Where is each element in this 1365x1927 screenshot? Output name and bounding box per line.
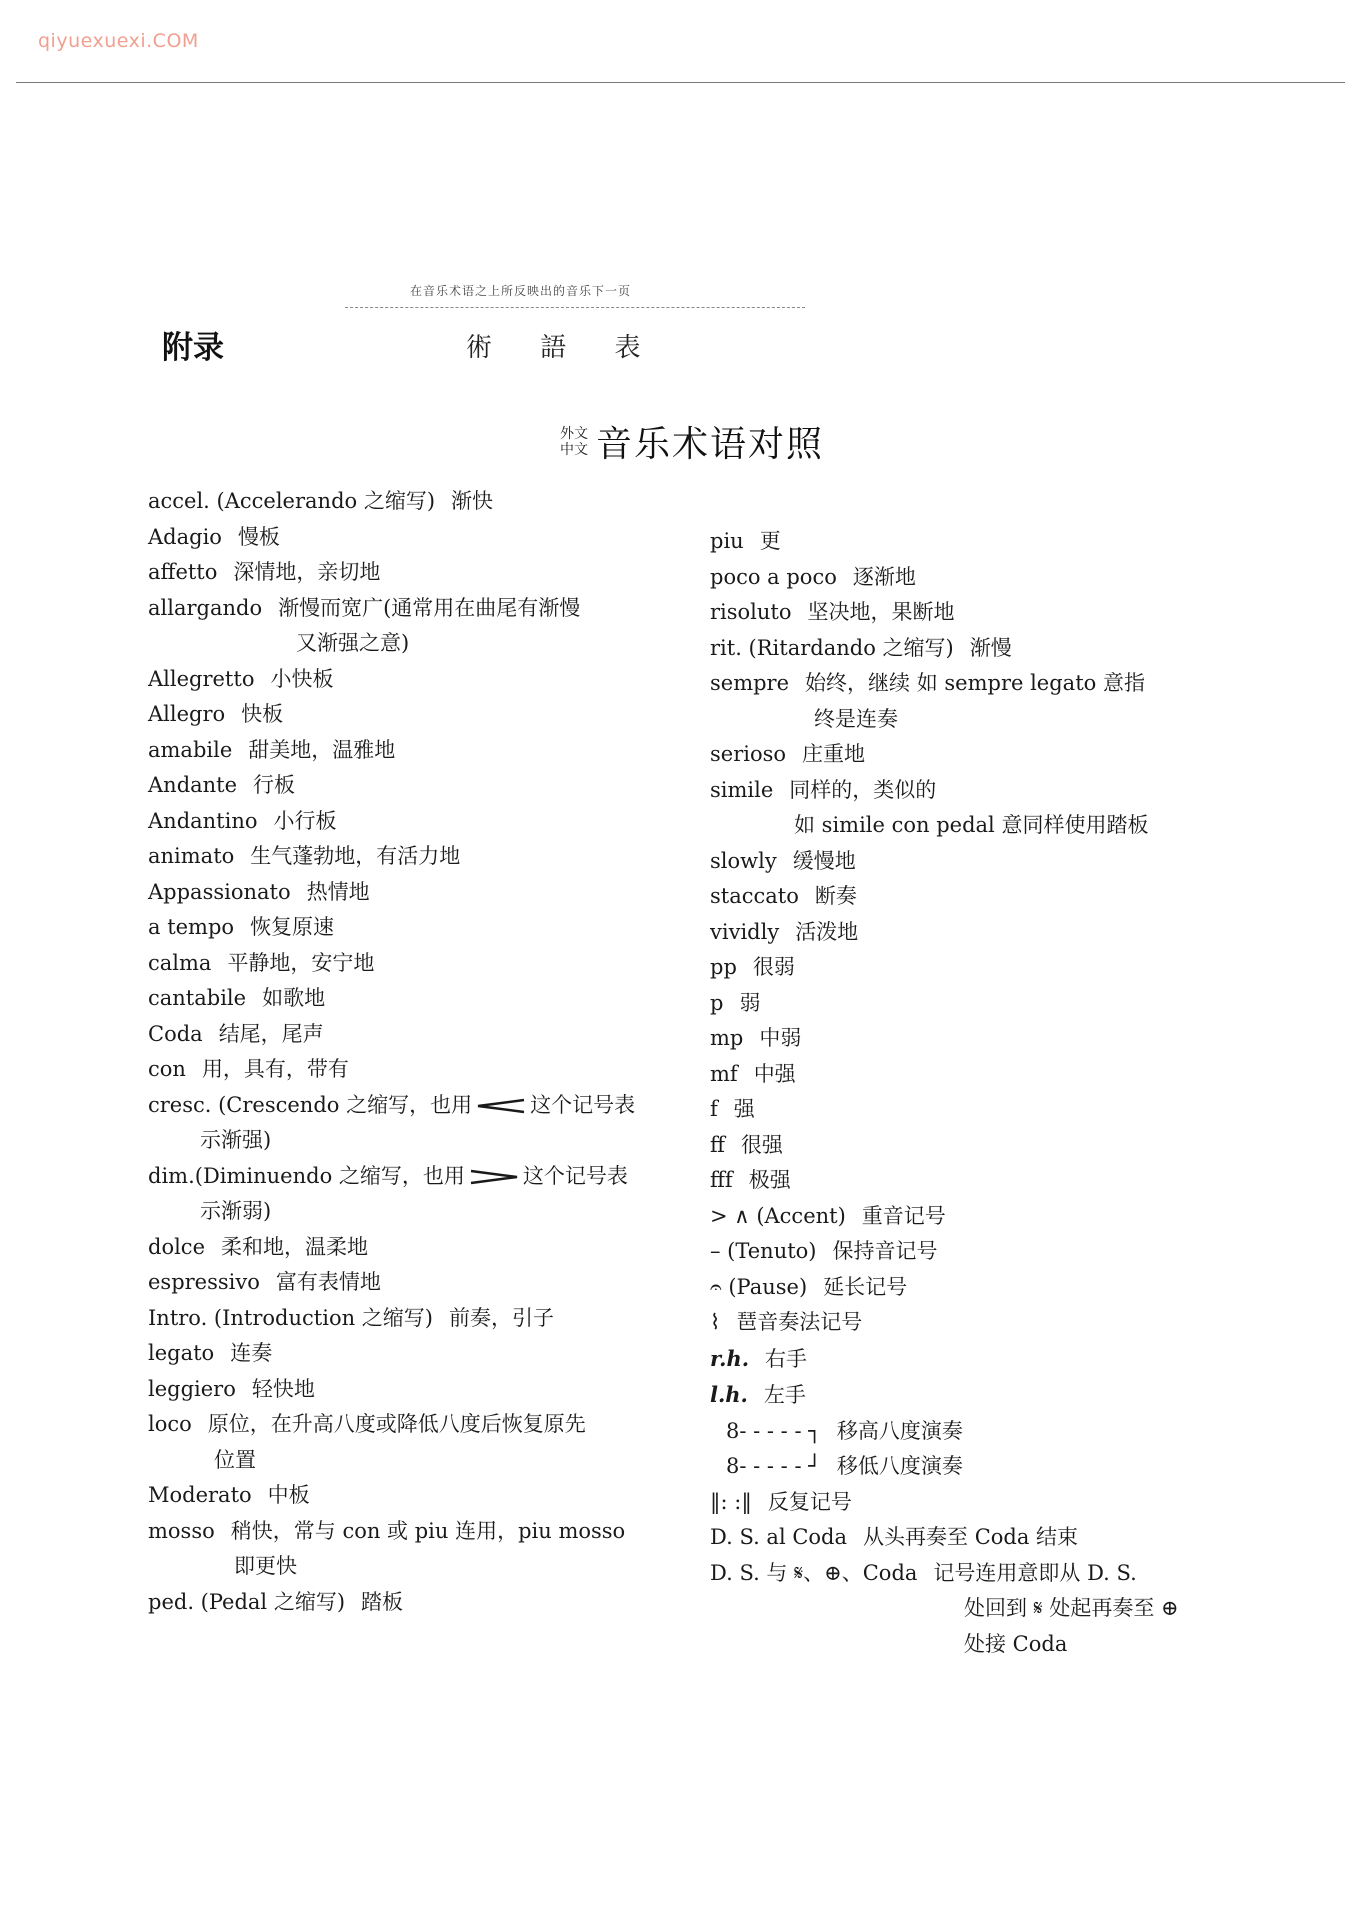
term-foreign: piu [710, 529, 744, 553]
term-foreign: ‖: :‖ [710, 1489, 752, 1514]
term-definition: 中强 [753, 1061, 796, 1086]
term-foreign: serioso [710, 742, 787, 766]
term-entry [710, 1270, 1230, 1306]
term-entry [710, 560, 1230, 596]
term-entry [148, 1265, 688, 1301]
term-foreign: poco a poco [710, 564, 837, 589]
term-definition: 活泼地 [795, 919, 859, 944]
term-foreign: – (Tenuto) [710, 1239, 817, 1263]
term-foreign: cresc. (Crescendo 之缩写，也用 [148, 1092, 473, 1117]
term-foreign: dolce [148, 1234, 205, 1259]
term-foreign: Andante [148, 773, 238, 797]
term-foreign: > ∧ (Accent) [710, 1203, 846, 1228]
term-entry [148, 1052, 688, 1088]
term-foreign: calma [148, 950, 212, 975]
term-entry [710, 1057, 1230, 1093]
term-entry [148, 1017, 688, 1053]
term-definition: 左手 [763, 1383, 806, 1407]
term-foreign: slowly [710, 848, 777, 873]
term-definition: 热情地 [306, 879, 370, 904]
term-foreign: legato [148, 1341, 215, 1365]
term-entry [710, 1341, 1230, 1378]
title-prefix-bottom: 中文 [560, 441, 588, 458]
crescendo-hairpin-icon [476, 1098, 526, 1114]
term-entry [148, 1159, 688, 1230]
term-entry [148, 804, 688, 840]
term-definition-continued: 位置 [214, 1447, 256, 1472]
term-foreign: Andantino [148, 808, 258, 833]
term-entry [148, 733, 688, 769]
term-entry [148, 981, 688, 1017]
term-entry [710, 631, 1230, 667]
title-prefix-top: 外文 [560, 425, 588, 442]
term-foreign: rit. (Ritardando 之缩写) [710, 635, 954, 660]
term-definition: 渐慢而宽广(通常用在曲尾有渐慢 [278, 595, 581, 620]
term-entry [710, 986, 1230, 1022]
term-entry [710, 524, 1230, 560]
term-foreign: leggiero [148, 1376, 236, 1401]
term-definition: 断奏 [814, 884, 857, 908]
term-entry [710, 950, 1230, 986]
term-definition: 行板 [253, 773, 296, 797]
term-entry [710, 1520, 1230, 1556]
term-definition: 恢复原速 [250, 915, 335, 939]
title-main: 音乐术语对照 [596, 424, 825, 465]
watermark: qiyuexuexi.COM [38, 30, 199, 52]
term-foreign: 8- - - - - ┐ [726, 1418, 821, 1443]
term-entry [148, 1088, 688, 1159]
term-definition: 同样的，类似的 [789, 777, 937, 802]
term-entry [148, 946, 688, 982]
term-foreign: Allegretto [148, 666, 255, 691]
term-entry [148, 875, 688, 911]
appendix-subtitle: 術 語 表 [466, 333, 643, 363]
term-foreign: r.h. [710, 1345, 750, 1371]
term-foreign: Allegro [148, 702, 226, 726]
term-foreign: espressivo [148, 1270, 260, 1294]
header-divider [345, 307, 805, 308]
term-entry [710, 1128, 1230, 1164]
term-foreign: fff [710, 1168, 733, 1192]
left-term-list [148, 484, 688, 1620]
term-foreign: a tempo [148, 915, 235, 939]
term-definition: 柔和地，温柔地 [221, 1234, 368, 1259]
term-entry [148, 697, 688, 733]
term-definition: 琶音奏法记号 [736, 1310, 863, 1334]
term-entry [710, 1092, 1230, 1128]
term-entry [710, 1199, 1230, 1235]
term-entry [710, 1021, 1230, 1057]
term-definition: 更 [759, 529, 781, 553]
term-foreign: Coda [148, 1021, 203, 1046]
term-definition: 极强 [748, 1168, 791, 1192]
term-definition: 中板 [267, 1483, 310, 1507]
term-definition: 弱 [739, 990, 761, 1015]
term-entry [148, 1514, 688, 1585]
term-foreign: 𝄐 (Pause) [710, 1274, 808, 1299]
term-entry [148, 591, 688, 662]
term-foreign: vividly [710, 919, 780, 944]
term-definition: 连奏 [230, 1341, 273, 1365]
title-prefix [560, 426, 588, 458]
term-definition: 重音记号 [861, 1203, 946, 1228]
term-definition: 缓慢地 [792, 848, 856, 873]
term-definition: 原位，在升高八度或降低八度后恢复原先 [207, 1412, 586, 1436]
term-foreign: D. S. al Coda [710, 1525, 848, 1549]
term-entry [710, 737, 1230, 773]
term-definition: 踏板 [361, 1589, 404, 1614]
term-foreign: D. S. 与 𝄋、⊕、Coda [710, 1560, 918, 1585]
term-definition: 渐慢 [969, 635, 1012, 660]
term-foreign: pp [710, 955, 737, 979]
term-definition: 中弱 [759, 1026, 802, 1050]
term-entry [148, 1407, 688, 1478]
term-entry [148, 555, 688, 591]
term-definition: 渐快 [451, 489, 494, 513]
term-definition: 始终，继续 如 sempre legato 意指 [805, 671, 1145, 695]
term-entry [148, 1372, 688, 1408]
term-entry [710, 1234, 1230, 1270]
term-entry [710, 879, 1230, 915]
term-entry [710, 1377, 1230, 1414]
term-foreign: amabile [148, 737, 233, 762]
term-foreign: staccato [710, 884, 799, 908]
term-definition: 强 [733, 1097, 755, 1121]
right-term-list [710, 524, 1230, 1662]
term-definition: 庄重地 [802, 742, 866, 766]
term-entry [710, 595, 1230, 631]
term-foreign: Moderato [148, 1483, 252, 1507]
term-definition: 结尾，尾声 [218, 1021, 324, 1046]
term-entry [148, 1230, 688, 1266]
term-entry [710, 844, 1230, 880]
term-definition: 慢板 [237, 524, 280, 549]
term-definition: 小快板 [270, 666, 334, 691]
term-definition: 生气蓬勃地，有活力地 [250, 844, 461, 868]
term-foreign: cantabile [148, 986, 247, 1010]
term-entry [148, 1301, 688, 1337]
term-entry [710, 1414, 1230, 1450]
term-definition-continued: 终是连奏 [814, 706, 898, 731]
term-entry [710, 915, 1230, 951]
term-entry [710, 773, 1230, 844]
term-foreign: mp [710, 1026, 744, 1050]
term-entry [710, 1485, 1230, 1521]
page-title [560, 416, 824, 467]
term-entry [710, 666, 1230, 737]
term-foreign: dim.(Diminuendo 之缩写，也用 [148, 1163, 465, 1188]
term-definition: 保持音记号 [832, 1239, 938, 1263]
term-foreign: Intro. (Introduction 之缩写) [148, 1305, 433, 1330]
term-foreign: simile [710, 777, 774, 802]
term-entry [148, 910, 688, 946]
term-entry [710, 1556, 1230, 1663]
term-definition: 很强 [740, 1132, 783, 1157]
term-entry [148, 662, 688, 698]
term-foreign: Adagio [148, 524, 222, 549]
term-entry [710, 1449, 1230, 1485]
term-entry [710, 1305, 1230, 1341]
term-definition: 稍快，常与 con 或 piu 连用，piu mosso [230, 1518, 626, 1543]
term-foreign: f [710, 1097, 718, 1121]
term-foreign: accel. (Accelerando 之缩写) [148, 489, 436, 513]
term-definition: 反复记号 [767, 1489, 852, 1514]
term-definition: 这个记号表 [530, 1092, 636, 1117]
term-entry [148, 1478, 688, 1514]
term-foreign: ⌇ [710, 1310, 721, 1334]
term-definition-continued: 又渐强之意) [296, 631, 410, 655]
term-definition: 小行板 [273, 808, 337, 833]
page-running-header: 在音乐术语之上所反映出的音乐下一页 [410, 284, 632, 298]
term-definition: 甜美地，温雅地 [248, 737, 396, 762]
term-entry [148, 1336, 688, 1372]
term-definition: 记号连用意即从 D. S. [933, 1560, 1137, 1585]
term-definition: 坚决地，果断地 [807, 600, 955, 624]
term-foreign: animato [148, 844, 235, 868]
term-definition: 快板 [241, 702, 284, 726]
term-definition: 延长记号 [823, 1274, 908, 1299]
term-definition-continued: 处回到 𝄋 处起再奏至 ⊕ [964, 1596, 1179, 1620]
term-definition-continued: 如 simile con pedal 意同样使用踏板 [794, 813, 1149, 837]
term-definition-continued: 即更快 [234, 1554, 297, 1578]
term-foreign: l.h. [710, 1382, 748, 1407]
term-definition: 深情地，亲切地 [233, 560, 381, 584]
term-definition: 移低八度演奏 [836, 1454, 963, 1478]
term-definition: 平静地，安宁地 [227, 950, 375, 975]
top-divider [16, 82, 1345, 83]
term-foreign: sempre [710, 671, 790, 695]
term-entry [148, 839, 688, 875]
term-foreign: ff [710, 1132, 725, 1157]
term-foreign: loco [148, 1412, 192, 1436]
term-entry [148, 1585, 688, 1621]
term-definition: 富有表情地 [275, 1270, 381, 1294]
term-foreign: risoluto [710, 600, 792, 624]
term-foreign: 8- - - - - ┘ [726, 1454, 821, 1478]
term-definition: 轻快地 [251, 1376, 315, 1401]
term-definition-continued: 示渐强) [200, 1128, 272, 1152]
term-foreign: mf [710, 1061, 738, 1086]
term-definition: 如歌地 [262, 986, 326, 1010]
appendix-label: 附录 [162, 330, 224, 366]
term-foreign: affetto [148, 560, 218, 584]
term-definition: 从头再奏至 Coda 结束 [863, 1525, 1079, 1549]
term-definition: 前奏，引子 [448, 1305, 554, 1330]
term-foreign: mosso [148, 1518, 215, 1543]
term-foreign: ped. (Pedal 之缩写) [148, 1589, 346, 1614]
term-entry [710, 1163, 1230, 1199]
term-definition: 很弱 [752, 955, 795, 979]
term-entry [148, 484, 688, 520]
term-definition: 这个记号表 [522, 1163, 628, 1188]
term-definition: 移高八度演奏 [836, 1418, 963, 1443]
term-definition: 用，具有，带有 [201, 1057, 349, 1081]
term-definition-continued: 处接 Coda [964, 1631, 1068, 1656]
diminuendo-hairpin-icon [469, 1169, 519, 1185]
term-foreign: p [710, 990, 724, 1015]
term-entry [148, 768, 688, 804]
term-definition-continued: 示渐弱) [200, 1199, 272, 1223]
term-definition: 右手 [765, 1346, 808, 1371]
term-definition: 逐渐地 [852, 564, 916, 589]
term-foreign: Appassionato [148, 879, 291, 904]
term-foreign: con [148, 1057, 186, 1081]
term-foreign: allargando [148, 595, 263, 620]
term-entry [148, 520, 688, 556]
